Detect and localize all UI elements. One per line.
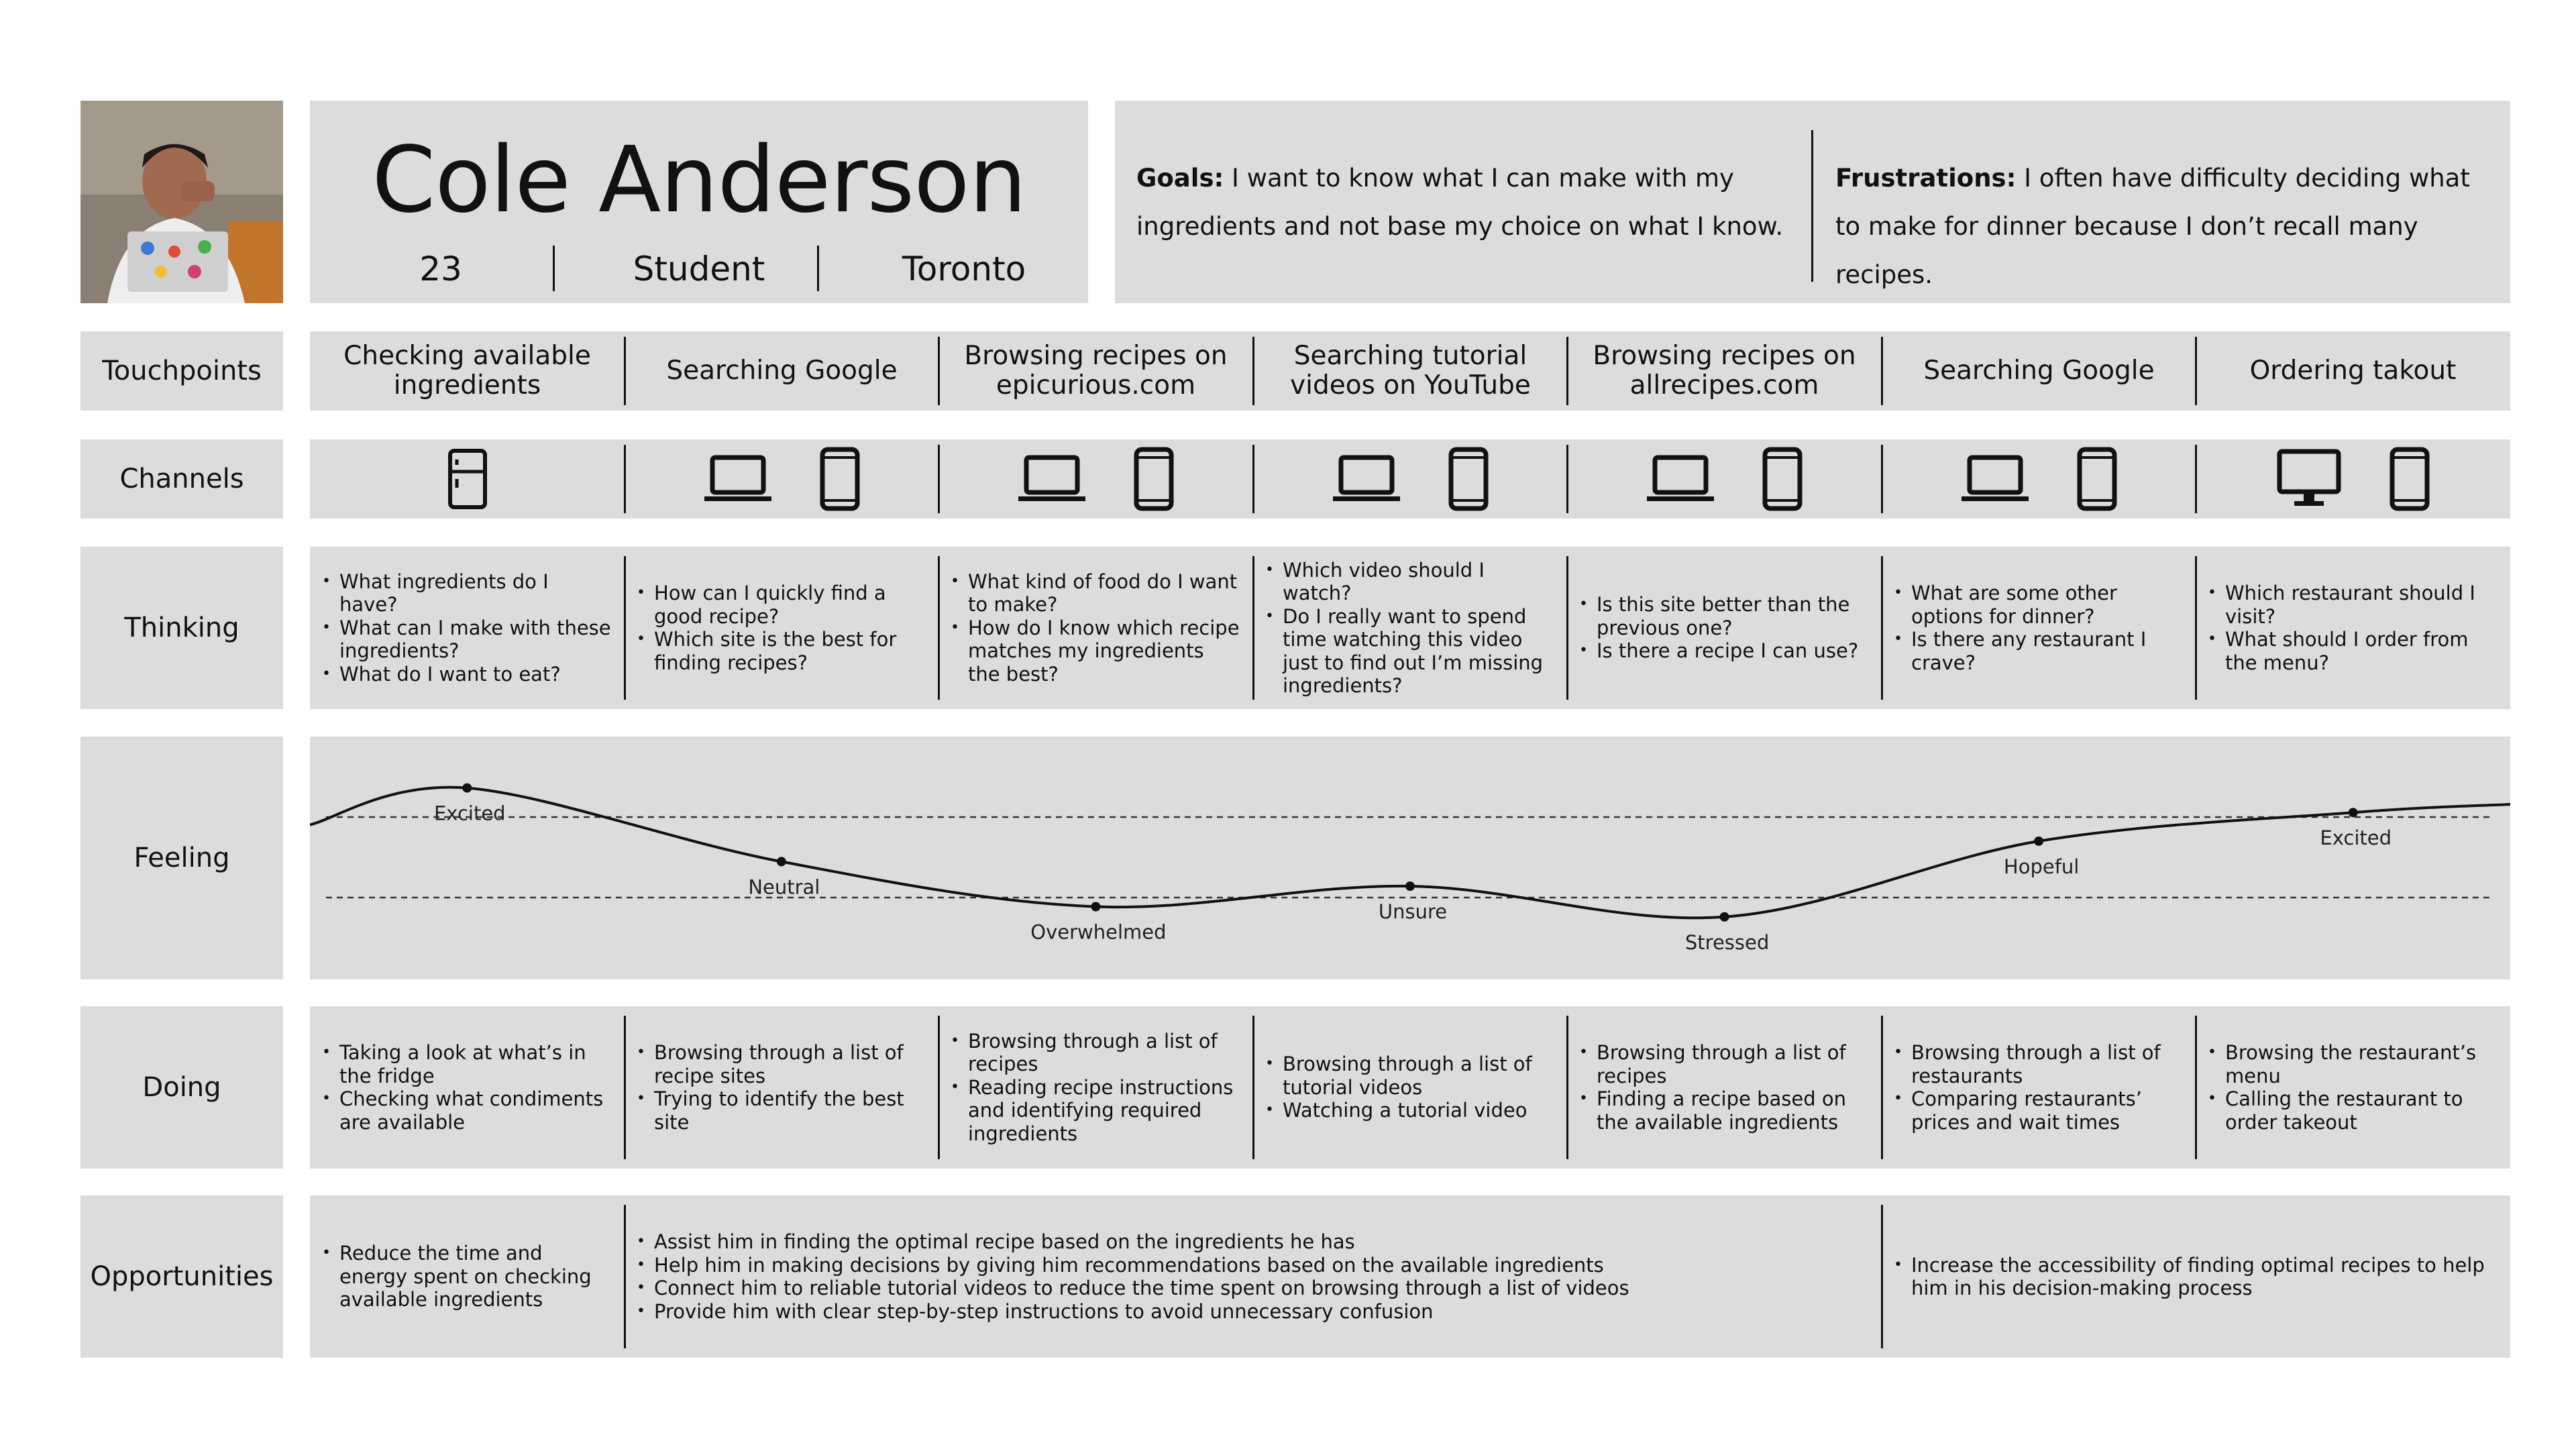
list-item: • Taking a look at what’s in the fridge <box>339 1041 611 1087</box>
list-item: • Calling the restaurant to order takeout <box>2225 1087 2497 1134</box>
feeling-point <box>777 857 786 866</box>
bullet-list <box>938 570 1253 686</box>
thinking-cell <box>625 547 939 709</box>
opportunity-cell <box>625 1195 1882 1358</box>
bullet-list <box>310 1242 625 1311</box>
touchpoint-label: Browsing recipes on epicurious.com <box>964 341 1228 400</box>
list-item: • Browsing through a list of recipes <box>968 1030 1240 1076</box>
list-item: • What are some other options for dinner? <box>1911 582 2183 628</box>
phone-icon <box>1448 447 1489 511</box>
column-divider <box>1881 556 1883 700</box>
list-item: • Provide him with clear step-by-step instructions to avoid unnecessary confusion <box>654 1300 1629 1324</box>
opportunity-cell <box>310 1195 625 1358</box>
bullet-list <box>1253 1053 1568 1122</box>
bullet-list <box>1882 582 2196 674</box>
row-label-opportunities: Opportunities <box>80 1195 283 1358</box>
list-item: • How can I quickly find a good recipe? <box>654 582 926 628</box>
persona-location: Toronto <box>902 250 1026 288</box>
thinking-row <box>310 547 2510 709</box>
doing-cell <box>1882 1006 2196 1169</box>
list-item: • What do I want to eat? <box>339 663 611 686</box>
column-divider <box>624 1205 626 1348</box>
thinking-cell <box>938 547 1253 709</box>
channel-cell <box>1253 439 1568 519</box>
touchpoint-cell <box>310 331 625 411</box>
persona-age: 23 <box>419 250 462 288</box>
list-item: • Browsing the restaurant’s menu <box>2225 1041 2497 1087</box>
bullet-list <box>310 570 625 686</box>
doing-cell <box>1253 1006 1568 1169</box>
bullet-list <box>1567 593 1882 663</box>
doing-row <box>310 1006 2510 1169</box>
list-item: • Watching a tutorial video <box>1283 1099 1554 1122</box>
fridge-icon <box>447 449 488 509</box>
persona-photo <box>80 101 283 303</box>
bullet-list <box>2196 1041 2510 1134</box>
channels-row <box>310 439 2510 519</box>
list-item: • How do I know which recipe matches my ingredients the best? <box>968 616 1240 686</box>
column-divider <box>1566 337 1568 405</box>
phone-icon <box>1134 447 1174 511</box>
touchpoint-cell <box>1567 331 1882 411</box>
column-divider <box>1881 445 1883 513</box>
list-item: • Browsing through a list of recipe sites <box>654 1041 926 1087</box>
divider <box>553 246 555 291</box>
column-divider <box>1881 1205 1883 1348</box>
row-label-thinking: Thinking <box>80 547 283 709</box>
column-divider <box>2195 337 2197 405</box>
column-divider <box>624 1016 626 1159</box>
feeling-label: Hopeful <box>2003 855 2080 878</box>
column-divider <box>2195 556 2197 700</box>
column-divider <box>624 556 626 700</box>
list-item: • What ingredients do I have? <box>339 570 611 616</box>
list-item: • Finding a recipe based on the available ingredients <box>1597 1087 1868 1134</box>
bullet-list <box>310 1041 625 1134</box>
bullet-list <box>625 1230 1643 1323</box>
bullet-list <box>1567 1041 1882 1134</box>
feeling-label: Neutral <box>748 875 820 899</box>
channel-cell <box>310 439 625 519</box>
phone-icon <box>820 447 860 511</box>
list-item: • Do I really want to spend time watching this video just to find out I’m missing ingredients? <box>1283 605 1554 698</box>
touchpoint-label: Checking available ingredients <box>343 341 591 400</box>
column-divider <box>2195 1016 2197 1159</box>
list-item: • Which site is the best for finding recipes? <box>654 628 926 674</box>
bullet-list <box>1882 1254 2510 1300</box>
laptop-icon <box>704 455 771 503</box>
feeling-label: Stressed <box>1684 930 1770 954</box>
doing-cell <box>2196 1006 2510 1169</box>
list-item: • What kind of food do I want to make? <box>968 570 1240 616</box>
touchpoint-cell <box>625 331 939 411</box>
touchpoint-cell <box>938 331 1253 411</box>
list-item: • What can I make with these ingredients? <box>339 616 611 663</box>
touchpoint-label: Searching Google <box>1923 356 2155 386</box>
laptop-icon <box>1333 455 1400 503</box>
list-item: • Comparing restaurants’ prices and wait times <box>1911 1087 2183 1134</box>
persona-name: Cole Anderson <box>372 127 1026 233</box>
column-divider <box>624 337 626 405</box>
touchpoint-cell <box>2196 331 2510 411</box>
frustrations-text <box>1835 154 2500 299</box>
bullet-list <box>1882 1041 2196 1134</box>
column-divider <box>1566 1016 1568 1159</box>
column-divider <box>1881 1016 1883 1159</box>
row-label-touchpoints: Touchpoints <box>80 331 283 411</box>
column-divider <box>1252 1016 1254 1159</box>
frustrations-label: Frustrations: <box>1835 164 2017 193</box>
list-item: • What should I order from the menu? <box>2225 628 2497 674</box>
list-item: • Which restaurant should I visit? <box>2225 582 2497 628</box>
touchpoint-label: Browsing recipes on allrecipes.com <box>1593 341 1856 400</box>
feeling-point <box>1720 912 1729 922</box>
touchpoint-cell <box>1882 331 2196 411</box>
column-divider <box>1566 556 1568 700</box>
touchpoint-label: Searching tutorial videos on YouTube <box>1290 341 1531 400</box>
goals-body: I want to know what I can make with my ingredients and not base my choice on what I know. <box>1136 164 1784 241</box>
feeling-point <box>462 784 472 793</box>
list-item: • Browsing through a list of tutorial videos <box>1283 1053 1554 1099</box>
list-item: • Assist him in finding the optimal recipe based on the ingredients he has <box>654 1230 1629 1254</box>
divider <box>817 246 819 291</box>
touchpoints-row <box>310 331 2510 411</box>
thinking-cell <box>1567 547 1882 709</box>
column-divider <box>1252 556 1254 700</box>
thinking-cell <box>310 547 625 709</box>
bullet-list <box>938 1030 1253 1146</box>
row-label-feeling: Feeling <box>80 737 283 979</box>
opportunities-row <box>310 1195 2510 1358</box>
feeling-point <box>2034 837 2043 846</box>
list-item: • Help him in making decisions by giving him recommendations based on the available ingredients <box>654 1254 1629 1277</box>
column-divider <box>938 556 940 700</box>
column-divider <box>938 1016 940 1159</box>
list-item: • Connect him to reliable tutorial videos to reduce the time spent on browsing through a list of videos <box>654 1277 1629 1300</box>
touchpoint-cell <box>1253 331 1568 411</box>
goals-frustrations-card <box>1115 101 2510 303</box>
column-divider <box>2195 445 2197 513</box>
feeling-point <box>1405 881 1415 891</box>
feeling-label: Unsure <box>1378 900 1448 923</box>
bullet-list <box>2196 582 2510 674</box>
feeling-chart <box>310 737 2510 979</box>
divider <box>1811 130 1813 282</box>
thinking-cell <box>2196 547 2510 709</box>
column-divider <box>1566 445 1568 513</box>
column-divider <box>1252 337 1254 405</box>
thinking-cell <box>1253 547 1568 709</box>
persona-card <box>310 101 1088 303</box>
doing-cell <box>625 1006 939 1169</box>
feeling-point <box>1091 902 1100 912</box>
list-item: • Is there a recipe I can use? <box>1597 639 1868 663</box>
list-item: • Which video should I watch? <box>1283 559 1554 605</box>
feeling-point <box>2349 808 2358 817</box>
opportunity-cell <box>1882 1195 2510 1358</box>
doing-cell <box>310 1006 625 1169</box>
column-divider <box>624 445 626 513</box>
column-divider <box>1252 445 1254 513</box>
bullet-list <box>625 582 939 674</box>
feeling-label: Overwhelmed <box>1030 920 1167 944</box>
channel-cell <box>1882 439 2196 519</box>
desktop-icon <box>2277 449 2341 509</box>
row-label-doing: Doing <box>80 1006 283 1169</box>
list-item: • Browsing through a list of recipes <box>1597 1041 1868 1087</box>
goals-text <box>1136 154 1807 251</box>
laptop-icon <box>1018 455 1085 503</box>
list-item: • Increase the accessibility of finding optimal recipes to help him in his decision-making process <box>1911 1254 2497 1300</box>
list-item: • Trying to identify the best site <box>654 1087 926 1134</box>
persona-occupation: Student <box>633 250 765 288</box>
list-item: • Reduce the time and energy spent on checking available ingredients <box>339 1242 611 1311</box>
feeling-label: Excited <box>2320 826 2392 850</box>
goals-label: Goals: <box>1136 164 1224 193</box>
column-divider <box>938 445 940 513</box>
row-label-channels: Channels <box>80 439 283 519</box>
column-divider <box>938 337 940 405</box>
feeling-label: Excited <box>433 802 506 825</box>
touchpoint-label: Searching Google <box>666 356 898 386</box>
laptop-icon <box>1647 455 1714 503</box>
phone-icon <box>2077 447 2117 511</box>
doing-cell <box>1567 1006 1882 1169</box>
list-item: • Reading recipe instructions and identifying required ingredients <box>968 1076 1240 1146</box>
doing-cell <box>938 1006 1253 1169</box>
channel-cell <box>625 439 939 519</box>
frustrations-body: I often have difficulty deciding what to make for dinner because I don’t recall many recipes. <box>1835 164 2470 289</box>
phone-icon <box>2390 447 2430 511</box>
list-item: • Checking what condiments are available <box>339 1087 611 1134</box>
phone-icon <box>1762 447 1803 511</box>
list-item: • Is this site better than the previous one? <box>1597 593 1868 639</box>
thinking-cell <box>1882 547 2196 709</box>
channel-cell <box>1567 439 1882 519</box>
feeling-row <box>310 737 2510 979</box>
list-item: • Is there any restaurant I crave? <box>1911 628 2183 674</box>
channel-cell <box>2196 439 2510 519</box>
bullet-list <box>1253 559 1568 698</box>
column-divider <box>1881 337 1883 405</box>
channel-cell <box>938 439 1253 519</box>
list-item: • Browsing through a list of restaurants <box>1911 1041 2183 1087</box>
persona-photo-image <box>80 101 283 303</box>
laptop-icon <box>1962 455 2029 503</box>
bullet-list <box>625 1041 939 1134</box>
touchpoint-label: Ordering takout <box>2249 356 2457 386</box>
